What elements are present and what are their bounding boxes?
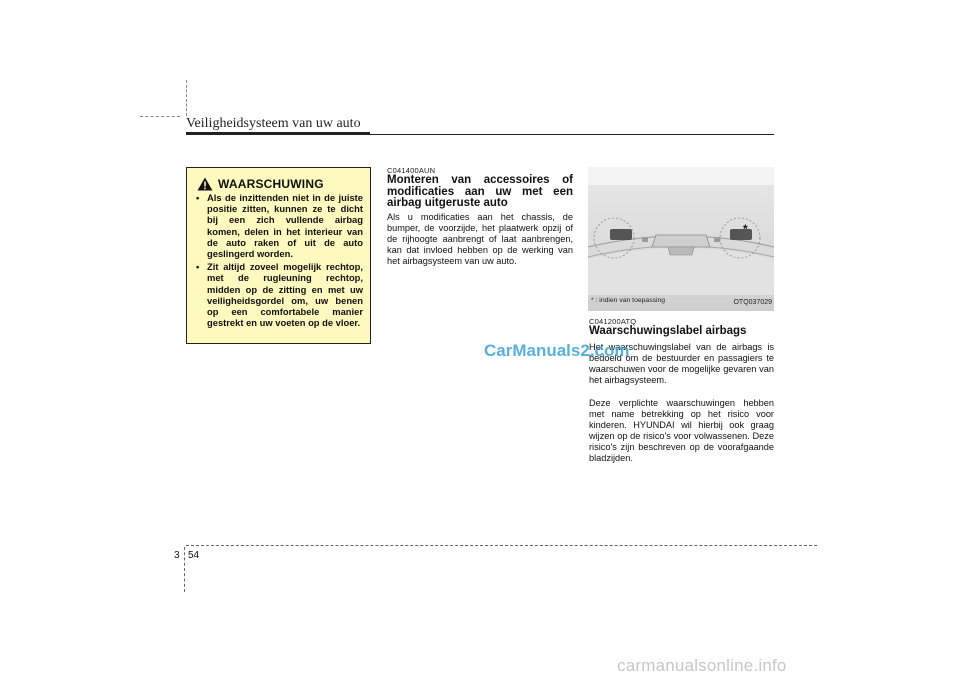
section-paragraph: Het waarschuwingslabel van de airbags is bedoeld om de bestuurder en passagiers te waarschuwen voor de mogelijke gevaren van het airbagsysteem. [589,342,774,385]
footer-rule [186,545,817,546]
section-heading: Monteren van accessoires of modificaties aan uw met een airbag uitgeruste auto [387,174,573,209]
chapter-number: 3 [174,550,180,561]
figure-note: * : indien van toepassing [591,297,666,304]
section-code: C041200ATQ [589,317,637,326]
section-heading: Waarschuwingslabel airbags [589,325,747,337]
site-watermark[interactable]: carmanualsonline.info [617,656,787,675]
section-code: C041400AUN [387,166,436,175]
crop-mark [140,116,180,117]
footer-crop-mark [184,547,185,592]
warning-header [197,177,324,191]
watermark-link[interactable]: CarManuals2.com [484,341,630,360]
section-paragraph: Als u modificaties aan het chassis, de bumper, de voorzijde, het plaatwerk opzij of de rijhoogte aanbrengt of laat aanbrengen, kan dat invloed hebben op de werking van het airbagsysteem van uw auto. [387,212,573,266]
page-number: 54 [188,550,200,561]
running-header: Veiligheidsysteem van uw auto [186,116,361,131]
crop-mark [186,80,187,116]
warning-list [195,192,363,330]
warning-item: • Als de inzittenden niet in de juiste positie zitten, kunnen ze te dicht bij een zich vullende airbag komen, delen in het interieur van de auto raken of uit de auto geslingerd worden. [195,192,363,259]
warning-box [186,167,371,344]
figure-code: OTQ037029 [733,299,772,306]
optional-marker: * [743,222,748,236]
warning-title: WAARSCHUWING [218,177,324,191]
headliner-illustration [588,167,774,311]
warning-item: • Zit altijd zoveel mogelijk rechtop, met de rugleuning rechtop, midden op de zitting en met uw veiligheidsgordel om, uw benen op een comfortabele manier gestrekt en uw voeten op de vloer. [195,261,363,328]
section-paragraph: Deze verplichte waarschuwingen hebben met name betrekking op het risico voor kinderen. HYUNDAI wil hierbij ook graag wijzen op de risico's voor volwassenen. Deze risico's zijn beschreven op de voorafgaande bladzijden. [589,398,774,463]
header-rule [186,134,774,135]
warning-triangle-icon [197,177,213,191]
headliner-figure [588,167,774,311]
